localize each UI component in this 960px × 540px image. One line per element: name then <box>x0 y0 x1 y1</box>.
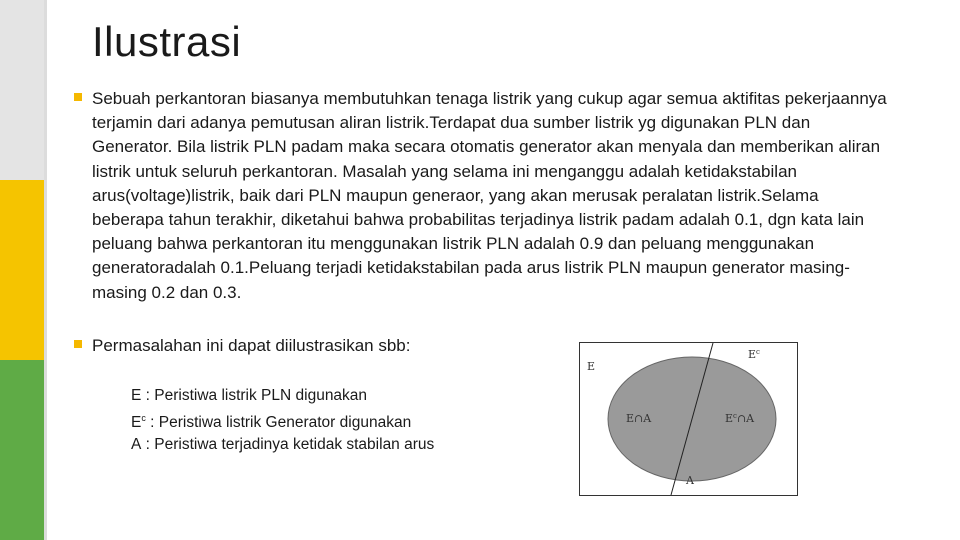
slide-title: Ilustrasi <box>92 18 242 65</box>
legend-desc: : Peristiwa terjadinya ketidak stabilan arus <box>141 436 435 454</box>
bullet-text: Permasalahan ini dapat diilustrasikan sbb: <box>92 336 411 355</box>
venn-svg <box>580 343 797 495</box>
bullet-square-icon <box>74 340 82 348</box>
sidebar-yellow-band <box>0 180 44 360</box>
venn-label-Ec-cap-A <box>725 412 755 425</box>
venn-diagram <box>579 342 798 496</box>
venn-label-E-cap-A: E∩A <box>626 412 652 425</box>
legend-row <box>131 385 434 407</box>
sidebar-divider <box>44 0 47 540</box>
legend-row <box>131 434 434 456</box>
legend-symbol: E <box>131 414 142 432</box>
bullet-item <box>74 87 894 305</box>
venn-label-A: A <box>686 474 694 487</box>
venn-label-Ec-sup: c <box>756 348 760 356</box>
sidebar-green-band <box>0 360 44 540</box>
bullet-text: Sebuah perkantoran biasanya membutuhkan tenaga listrik yang cukup agar semua aktifitas pekerjaannya terjamin dari adanya pemutusan aliran listrik.Terdapat dua sumber listrik yg digunakan PLN dan Generator. Bila listrik PLN padam maka secara otomatis generator akan menyala dan memberikan aliran listrik untuk seluruh perkantoran. Masalah yang selama ini menganggu adalah ketidakstabilan arus(voltage)listrik, baik dari PLN maupun generaor, yang akan merusak peralatan listrik.Selama beberapa tahun terakhir, diketahui bahwa probabilitas terjadinya listrik padam adalah 0.1, dgn kata lain peluang bahwa perkantoran itu menggunakan listrik PLN adalah 0.9 dan peluang menggunakan generatoradalah 0.1.Peluang terjadi ketidakstabilan pada arus listrik PLN maupun generator masing-masing 0.2 dan 0.3. <box>92 89 887 302</box>
venn-label-E: E <box>587 360 596 373</box>
legend-row <box>131 407 434 434</box>
venn-label-Ec <box>748 348 760 361</box>
venn-label-Ec-base: E <box>748 348 757 361</box>
legend-desc: : Peristiwa listrik PLN digunakan <box>141 387 368 404</box>
legend-superscript: c <box>141 413 146 423</box>
sidebar-gray-band <box>0 0 44 180</box>
legend-symbol: A <box>131 436 142 454</box>
sidebar-decoration <box>0 0 50 540</box>
legend-symbol: E <box>131 387 142 404</box>
venn-label-right-tail: ∩A <box>736 412 755 425</box>
legend-desc: : Peristiwa listrik Generator digunakan <box>145 414 412 432</box>
event-legend <box>131 385 434 456</box>
venn-label-right-base: E <box>725 412 734 425</box>
venn-label-right-sup: c <box>733 412 737 420</box>
bullet-square-icon <box>74 93 82 101</box>
